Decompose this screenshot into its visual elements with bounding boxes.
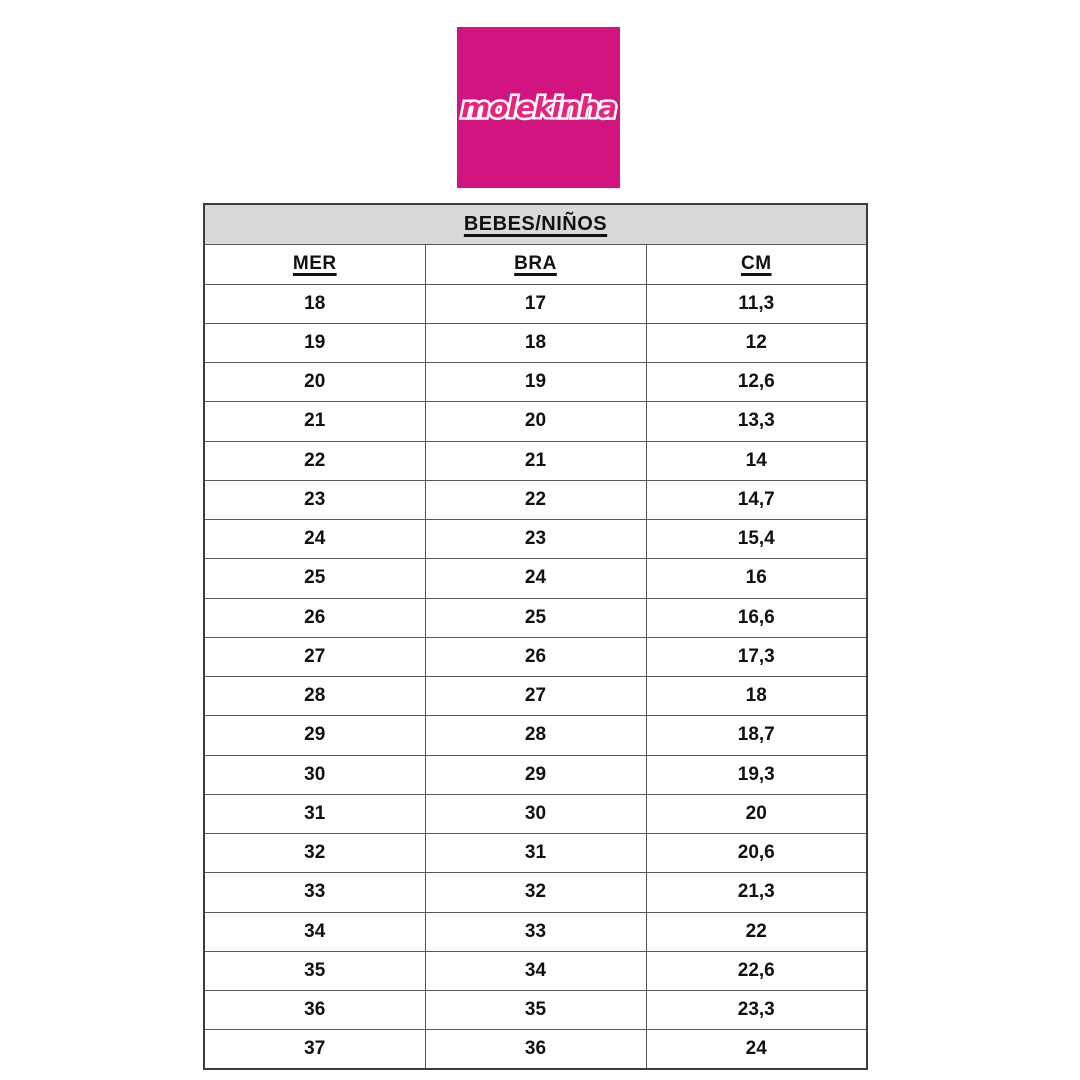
table-cell: 19 [204,323,425,362]
column-header-mer-label: MER [292,253,337,274]
table-row [204,755,867,794]
table-row [204,991,867,1030]
table-cell: 22 [646,912,867,951]
table-cell: 21 [425,441,646,480]
table-cell: 35 [425,991,646,1030]
brand-logo [457,27,620,188]
table-cell: 20 [646,794,867,833]
table-cell: 20 [425,402,646,441]
table-cell: 15,4 [646,520,867,559]
table-cell: 25 [204,559,425,598]
column-header-bra-label: BRA [514,253,557,274]
table-cell: 33 [204,873,425,912]
table-cell: 31 [204,794,425,833]
brand-logo-text: molekinha [461,91,616,124]
table-cell: 18 [646,677,867,716]
table-cell: 20,6 [646,834,867,873]
table-row [204,716,867,755]
table-cell: 12,6 [646,363,867,402]
table-cell: 30 [204,755,425,794]
table-cell: 14 [646,441,867,480]
table-cell: 31 [425,834,646,873]
table-cell: 18 [204,284,425,323]
table-cell: 27 [204,637,425,676]
table-row [204,363,867,402]
table-cell: 21,3 [646,873,867,912]
column-header-bra [425,244,646,284]
table-cell: 26 [425,637,646,676]
table-title-cell [204,204,867,244]
table-cell: 22 [425,480,646,519]
table-cell: 37 [204,1030,425,1069]
column-header-cm [646,244,867,284]
table-row [204,873,867,912]
table-cell: 29 [204,716,425,755]
table-cell: 17 [425,284,646,323]
table-cell: 36 [425,1030,646,1069]
column-header-mer [204,244,425,284]
table-cell: 23,3 [646,991,867,1030]
table-cell: 24 [204,520,425,559]
table-cell: 21 [204,402,425,441]
table-cell: 33 [425,912,646,951]
table-row [204,402,867,441]
table-cell: 30 [425,794,646,833]
table-row [204,637,867,676]
table-cell: 34 [425,951,646,990]
table-cell: 13,3 [646,402,867,441]
table-row [204,520,867,559]
table-cell: 14,7 [646,480,867,519]
table-row [204,284,867,323]
table-row [204,834,867,873]
table-row [204,1030,867,1069]
column-header-cm-label: CM [740,253,772,274]
table-cell: 26 [204,598,425,637]
table-row [204,912,867,951]
table-cell: 24 [425,559,646,598]
table-row [204,794,867,833]
table-body [204,284,867,1069]
table-row [204,559,867,598]
table-cell: 29 [425,755,646,794]
table-cell: 19 [425,363,646,402]
table-cell: 28 [425,716,646,755]
table-row [204,441,867,480]
table-cell: 16 [646,559,867,598]
table-cell: 12 [646,323,867,362]
table-cell: 18 [425,323,646,362]
table-cell: 18,7 [646,716,867,755]
table-row [204,480,867,519]
table-cell: 32 [425,873,646,912]
table-row [204,323,867,362]
table-cell: 22 [204,441,425,480]
table-cell: 27 [425,677,646,716]
table-title-row [204,204,867,244]
table-cell: 17,3 [646,637,867,676]
table-cell: 28 [204,677,425,716]
table-row [204,677,867,716]
table-cell: 11,3 [646,284,867,323]
table-cell: 32 [204,834,425,873]
table-cell: 36 [204,991,425,1030]
table-cell: 23 [425,520,646,559]
table-cell: 25 [425,598,646,637]
table-title: BEBES/NIÑOS [463,212,608,235]
table-cell: 34 [204,912,425,951]
table-row [204,951,867,990]
table-cell: 35 [204,951,425,990]
table-cell: 20 [204,363,425,402]
table-cell: 19,3 [646,755,867,794]
table-cell: 23 [204,480,425,519]
column-header-row [204,244,867,284]
table-cell: 16,6 [646,598,867,637]
size-chart-table [203,203,868,1070]
table-row [204,598,867,637]
table-cell: 24 [646,1030,867,1069]
table-cell: 22,6 [646,951,867,990]
